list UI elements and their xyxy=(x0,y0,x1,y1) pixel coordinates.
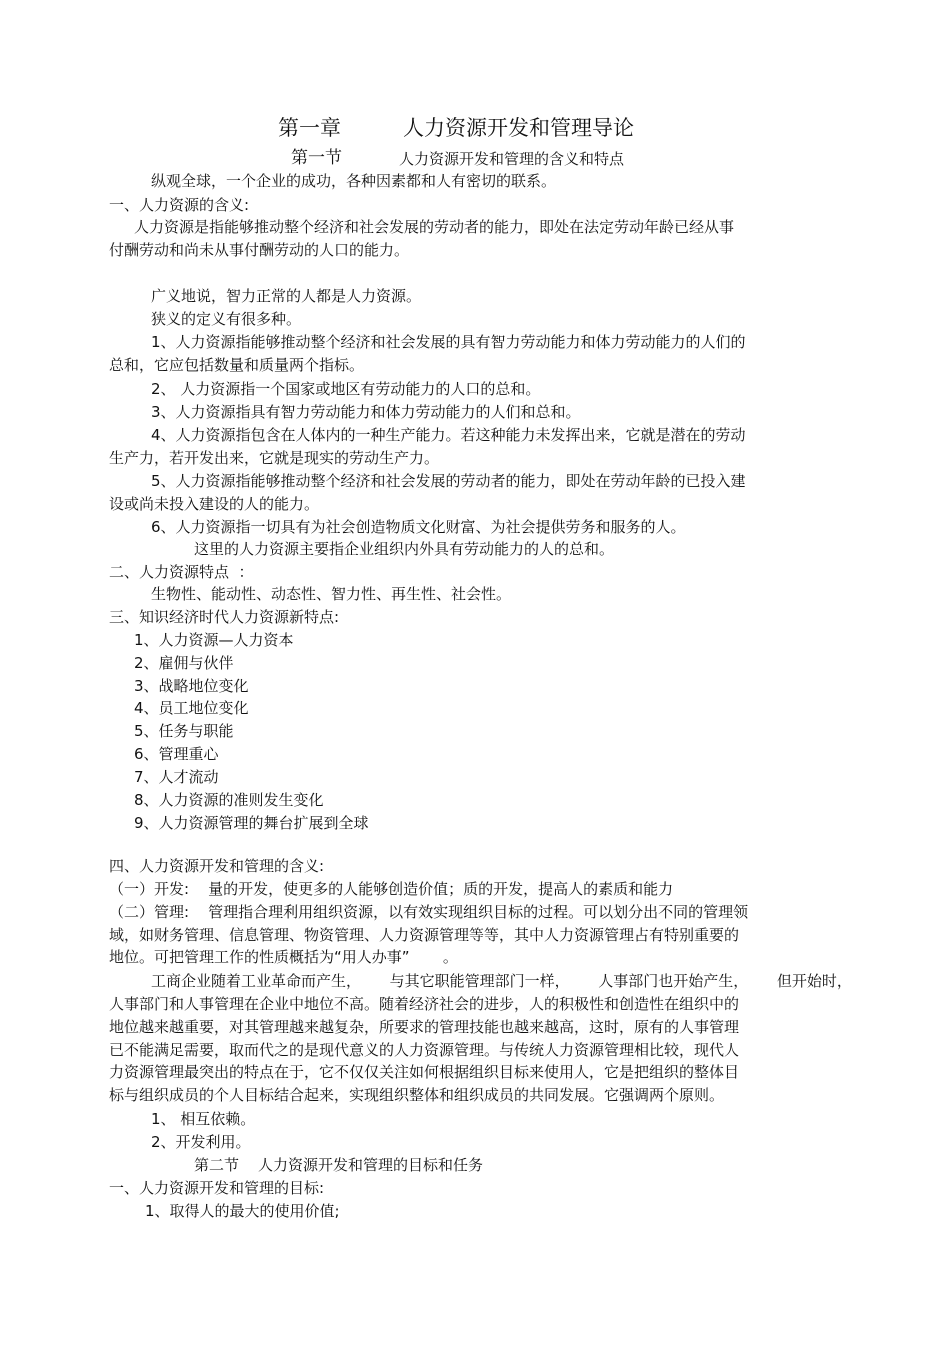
definition-item: 设或尚未投入建设的人的能力。 xyxy=(109,495,320,513)
narrow-definition: 狭义的定义有很多种。 xyxy=(151,310,302,328)
list-item: 8、人力资源的准则发生变化 xyxy=(134,791,324,809)
principle-item: 2、开发利用。 xyxy=(151,1133,251,1151)
part-1-heading: 一、人力资源的含义: xyxy=(109,196,250,214)
list-item: 1、人力资源—人力资本 xyxy=(134,631,294,649)
definition-item: 生产力，若开发出来，它就是现实的劳动生产力。 xyxy=(109,449,440,467)
definition-line: 付酬劳动和尚未从事付酬劳动的人口的能力。 xyxy=(109,241,410,259)
list-item: 2、雇佣与伙伴 xyxy=(134,654,234,672)
definition-item: 2、 人力资源指一个国家或地区有劳动能力的人口的总和。 xyxy=(151,380,541,398)
definition-item: 1、人力资源指能够推动整个经济和社会发展的具有智力劳动能力和体力劳动能力的人们的 xyxy=(151,333,746,351)
management-definition: 域，如财务管理、信息管理、物资管理、人力资源管理等等，其中人力资源管理占有特别重要的 xyxy=(109,926,740,944)
section-2-label: 第二节 xyxy=(194,1156,240,1174)
list-item: 5、任务与职能 xyxy=(134,722,234,740)
paragraph-line: 人事部门和人事管理在企业中地位不高。随着经济社会的进步，人的积极性和创造性在组织中的 xyxy=(109,995,740,1013)
intro-paragraph: 纵观全球，一个企业的成功，各种因素都和人有密切的联系。 xyxy=(151,172,557,190)
management-definition: （二）管理: 管理指合理利用组织资源，以有效实现组织目标的过程。可以划分出不同的管理领 xyxy=(109,903,749,921)
management-definition: 地位。可把管理工作的性质概括为“用人办事” 。 xyxy=(109,948,458,966)
list-item: 3、战略地位变化 xyxy=(134,677,249,695)
definition-item: 6、人力资源指一切具有为社会创造物质文化财富、为社会提供劳务和服务的人。 xyxy=(151,518,686,536)
list-item: 7、人才流动 xyxy=(134,768,219,786)
paragraph-line: 地位越来越重要，对其管理越来越复杂，所要求的管理技能也越来越高，这时，原有的人事管理 xyxy=(109,1018,740,1036)
development-definition: （一）开发: 量的开发，使更多的人能够创造价值；质的开发，提高人的素质和能力 xyxy=(109,880,674,898)
section-1-label: 第一节 xyxy=(291,148,342,168)
chapter-heading: 人力资源开发和管理导论 xyxy=(403,116,634,140)
definition-item: 3、人力资源指具有智力劳动能力和体力劳动能力的人们和总和。 xyxy=(151,403,581,421)
list-item: 6、管理重心 xyxy=(134,745,219,763)
paragraph-line: 标与组织成员的个人目标结合起来，实现组织整体和组织成员的共同发展。它强调两个原则。 xyxy=(109,1086,725,1104)
definition-item: 4、人力资源指包含在人体内的一种生产能力。若这种能力未发挥出来，它就是潜在的劳动 xyxy=(151,426,746,444)
goal-item: 1、取得人的最大的使用价值; xyxy=(145,1202,340,1220)
definition-line: 人力资源是指能够推动整个经济和社会发展的劳动者的能力，即处在法定劳动年龄已经从事 xyxy=(134,218,735,236)
list-item: 4、员工地位变化 xyxy=(134,699,249,717)
paragraph-line: 力资源管理最突出的特点在于，它不仅仅关注如何根据组织目标来使用人，它是把组织的整体目 xyxy=(109,1063,740,1081)
chapter-label: 第一章 xyxy=(278,116,341,140)
part-2-heading: 二、人力资源特点 ： xyxy=(109,563,254,581)
section-2-heading: 人力资源开发和管理的目标和任务 xyxy=(258,1156,484,1174)
traits-text: 生物性、能动性、动态性、智力性、再生性、社会性。 xyxy=(151,585,512,603)
section-1-heading: 人力资源开发和管理的含义和特点 xyxy=(399,150,625,168)
goals-heading: 一、人力资源开发和管理的目标: xyxy=(109,1179,325,1197)
part-4-heading: 四、人力资源开发和管理的含义: xyxy=(109,857,325,875)
paragraph-line: 已不能满足需要，取而代之的是现代意义的人力资源管理。与传统人力资源管理相比较，现代人 xyxy=(109,1041,740,1059)
definition-item: 总和，它应包括数量和质量两个指标。 xyxy=(109,356,365,374)
part-3-heading: 三、知识经济时代人力资源新特点: xyxy=(109,608,340,626)
scope-note: 这里的人力资源主要指企业组织内外具有劳动能力的人的总和。 xyxy=(194,540,615,558)
paragraph-line: 工商企业随着工业革命而产生， 与其它职能管理部门一样， 人事部门也开始产生， 但开始时， xyxy=(151,972,852,990)
list-item: 9、人力资源管理的舞台扩展到全球 xyxy=(134,814,369,832)
principle-item: 1、 相互依赖。 xyxy=(151,1110,256,1128)
broad-definition: 广义地说，智力正常的人都是人力资源。 xyxy=(151,287,422,305)
definition-item: 5、人力资源指能够推动整个经济和社会发展的劳动者的能力，即处在劳动年龄的已投入建 xyxy=(151,472,746,490)
